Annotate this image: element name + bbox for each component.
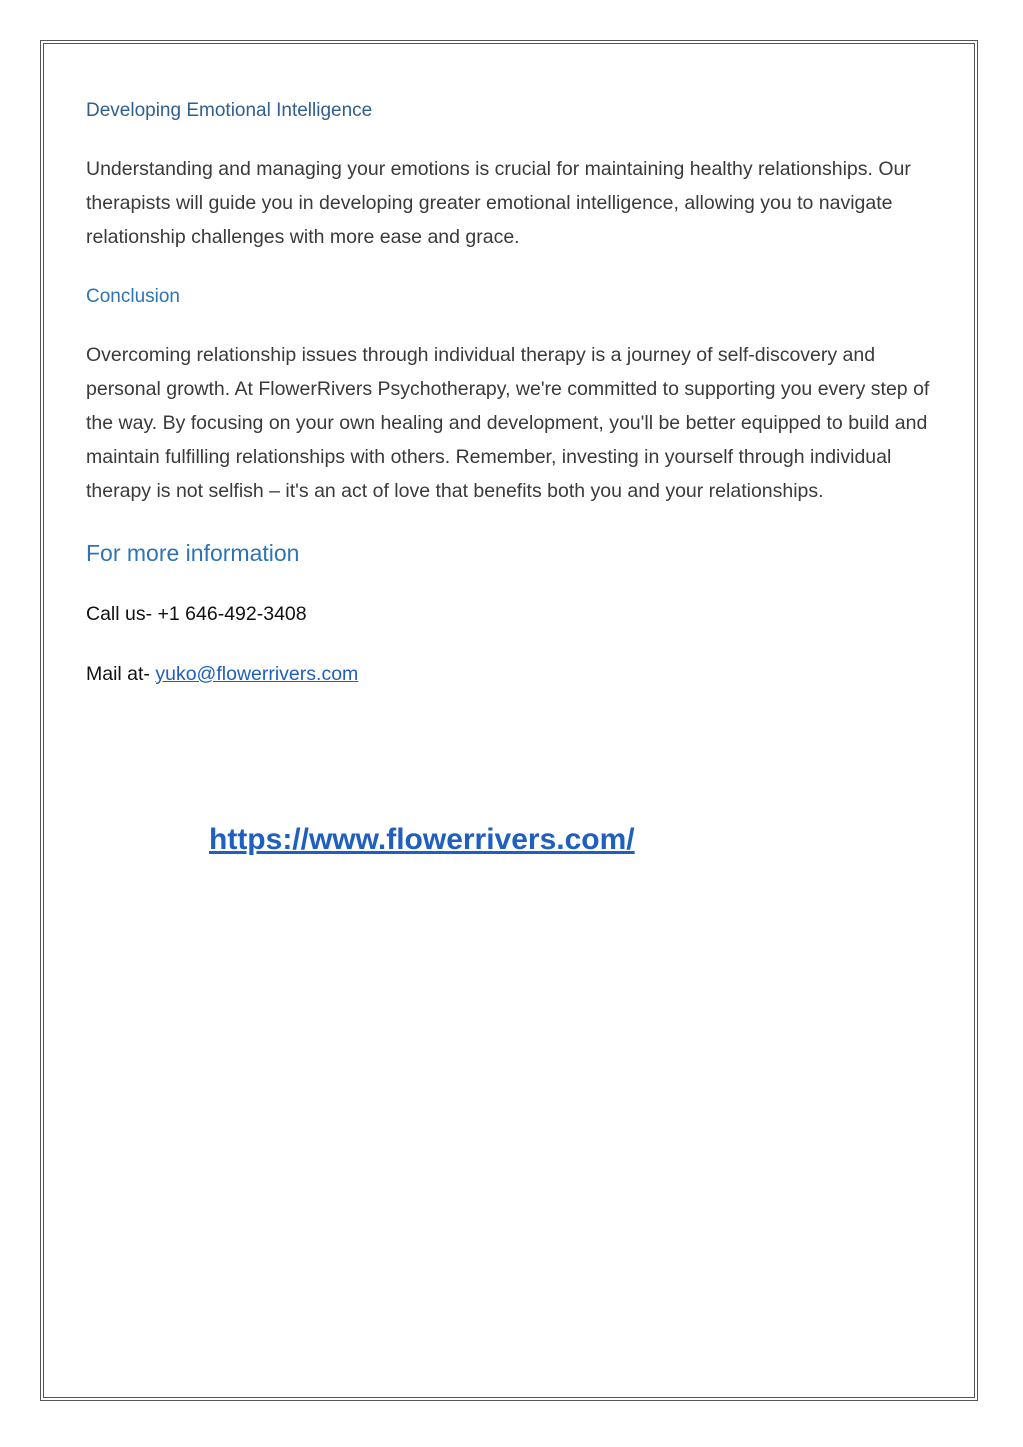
heading-conclusion: Conclusion: [86, 286, 180, 307]
heading-emotional-intelligence: Developing Emotional Intelligence: [86, 100, 373, 121]
website-link[interactable]: https://www.flowerrivers.com/: [209, 823, 635, 856]
contact-phone-line: [86, 600, 946, 628]
paragraph-conclusion: Overcoming relationship issues through individual therapy is a journey of self-discovery and personal growth. At FlowerRivers Psychotherapy, we're committed to supporting you every step of the way. By focusing on your own healing and development, you'll be better equipped to build and maintain fulfilling relationships with others. Remember, investing in yourself through individual therapy is not selfish – it's an act of love that benefits both you and your relationships.: [86, 344, 930, 502]
heading-more-information: For more information: [86, 540, 300, 566]
call-label: Call us-: [86, 603, 158, 625]
email-link[interactable]: yuko@flowerrivers.com: [155, 663, 359, 685]
phone-number: +1 646-492-3408: [157, 603, 307, 625]
paragraph-emotional-intelligence: Understanding and managing your emotions is crucial for maintaining healthy relationships. Our therapists will guide you in developing greater emotional intelligence, allowing you to navigate relationship challenges with more ease and grace.: [86, 158, 911, 248]
mail-label: Mail at-: [86, 663, 156, 685]
document-content: [86, 98, 946, 688]
contact-email-line: [86, 660, 946, 688]
